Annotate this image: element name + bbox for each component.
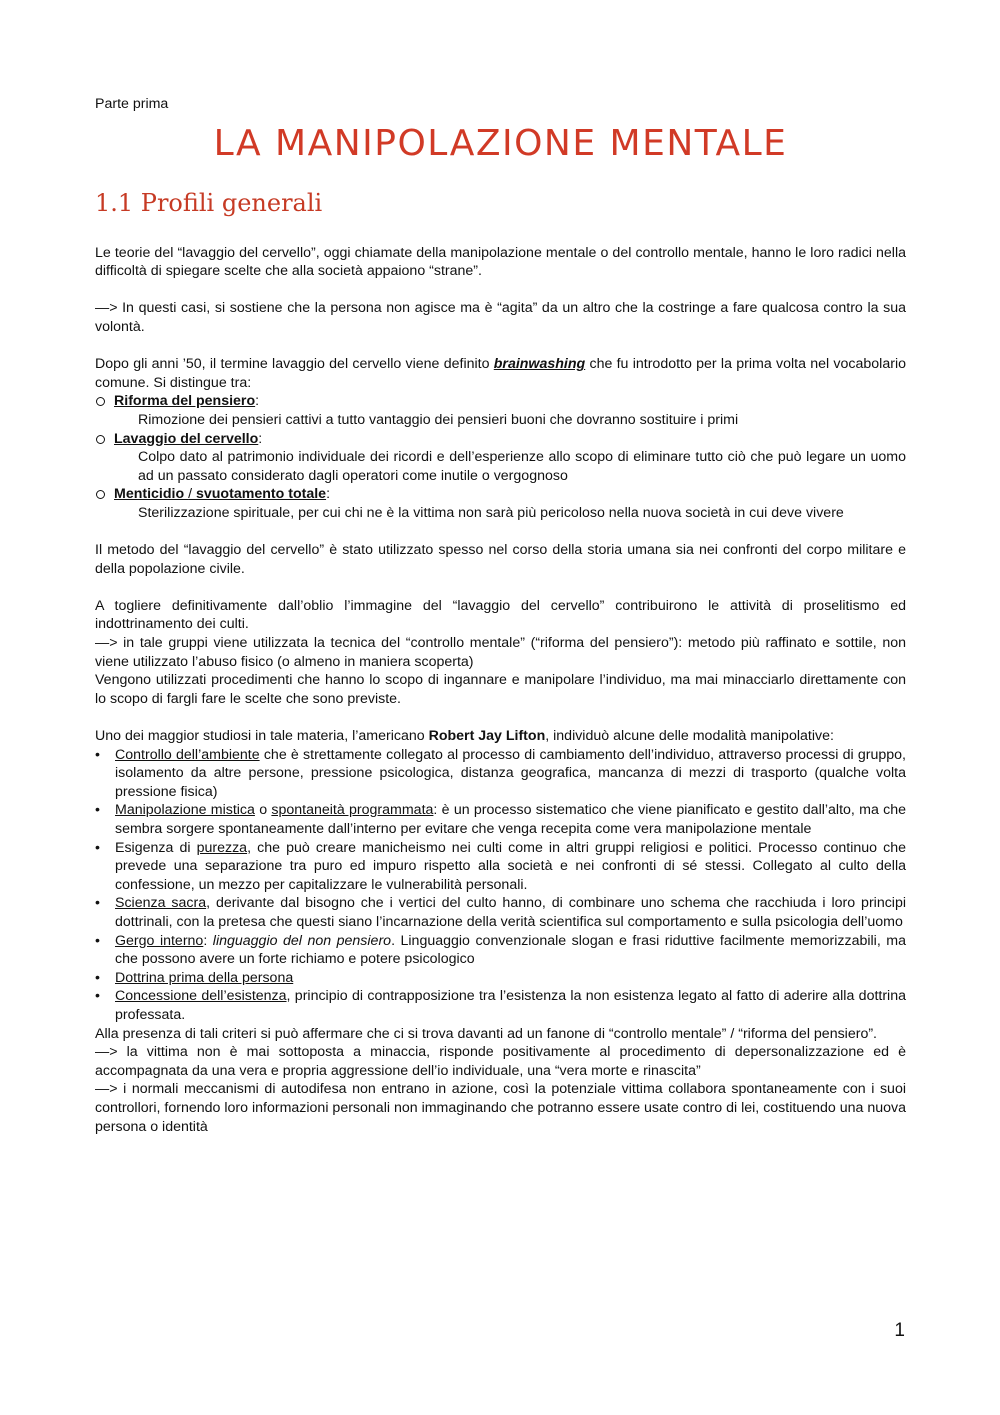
distinction-list bbox=[95, 392, 906, 522]
paragraph-brainwashing: Dopo gli anni ’50, il termine lavaggio del cervello viene definito brainwashing che fu introdotto per la prima volta nel vocabolario comune. Si distingue tra: bbox=[95, 356, 906, 391]
list-item: • Scienza sacra, derivante dal bisogno che i vertici del culto hanno, di combinare uno schema che racchiuda i loro principi dottrinali, con la pretesa che questi siano l’incarnazione della verità scientifica sul comportamento e sulla psicologia dell’uomo bbox=[95, 894, 906, 931]
lifton-name: Robert Jay Lifton bbox=[428, 728, 546, 745]
list-item: • Dottrina prima della persona bbox=[95, 969, 906, 988]
paragraph-arrow-4: —> i normali meccanismi di autodifesa non entrano in azione, così la potenziale vittima collabora spontaneamente con i suoi controllori, fornendo loro informazioni personali non immaginando che potranno essere usate contro di lei, costituendo una nuova persona o identità bbox=[95, 1081, 906, 1135]
document-page bbox=[95, 95, 906, 1136]
paragraph-lifton: Uno dei maggior studiosi in tale materia, l’americano Robert Jay Lifton, individuò alcune delle modalità manipolative: bbox=[95, 728, 834, 745]
brainwashing-term: brainwashing bbox=[493, 356, 586, 373]
list-item: • Manipolazione mistica o spontaneità programmata: è un processo sistematico che viene pianificato e gestito dall’alto, ma che sembra sorgere spontaneamente dall’interno per evitare che venga recepita come vera manipolazione mentale bbox=[95, 801, 906, 838]
section-title: 1.1 Profili generali bbox=[95, 188, 323, 217]
main-title: LA MANIPOLAZIONE MENTALE bbox=[213, 122, 788, 164]
paragraph-cults: A togliere definitivamente dall’oblio l’immagine del “lavaggio del cervello” contribuirono le attività di proselitismo ed indottrinamento dei culti. bbox=[95, 597, 906, 633]
list-item: • Controllo dell’ambiente che è strettamente collegato al processo di cambiamento dell’individuo, attraverso processi di gruppo, isolamento da altre persone, pressione psicologica, distanza geografica, mancanza di mezzi di trasporto (qualche volta pressione fisica) bbox=[95, 746, 906, 802]
lifton-criteria-list bbox=[95, 746, 906, 1025]
paragraph-arrow-2: —> in tale gruppi viene utilizzata la tecnica del “controllo mentale” (“riforma del pensiero”): metodo più raffinato e sottile, non viene utilizzato l’abuso fisico (o almeno in maniera scoperta) bbox=[95, 635, 906, 670]
page-number: 1 bbox=[894, 1320, 905, 1341]
paragraph-criteria: Alla presenza di tali criteri si può affermare che ci si trova davanti ad un fanone di “controllo mentale” / “riforma del pensiero”. bbox=[95, 1025, 878, 1042]
list-item: • Gergo interno: linguaggio del non pensiero. Linguaggio convenzionale slogan e frasi riduttive facilmente memorizzabili, ma che possono avere un forte richiamo e potere psicologico bbox=[95, 932, 906, 969]
paragraph-method: Il metodo del “lavaggio del cervello” è stato utilizzato spesso nel corso della storia umana sia nei confronti del corpo militare e della popolazione civile. bbox=[95, 542, 906, 577]
paragraph-arrow-1: —> In questi casi, si sostiene che la persona non agisce ma è “agita” da un altro che la costringe a fare qualcosa contro la sua volontà. bbox=[95, 300, 906, 335]
paragraph-arrow-3: —> la vittima non è mai sottoposta a minaccia, risponde positivamente al procedimento di depersonalizzazione ed è accompagnata da una vera e propria aggressione dell’io individuale, una “vera morte e rinascita” bbox=[95, 1044, 906, 1079]
list-item: • Concessione dell’esistenza, principio di contrapposizione tra l’esistenza la non esistenza legato al fatto di aderire alla dottrina professata. bbox=[95, 987, 906, 1024]
list-item: • Esigenza di purezza, che può creare manicheismo nei culti come in altri gruppi religiosi e politici. Processo continuo che prevede una separazione tra puro ed impuro rispetto alla società e nei confronti di sé stessi. Collegato al culto della confessione, un mezzo per capitalizzare le vulnerabilità personali. bbox=[95, 839, 906, 895]
part-label: Parte prima bbox=[95, 96, 169, 112]
list-item: Riforma del pensiero: Rimozione dei pensieri cattivi a tutto vantaggio dei pensieri buoni che dovranno sostituire i primi bbox=[95, 392, 906, 429]
list-item: Lavaggio del cervello: Colpo dato al patrimonio individuale dei ricordi e dell’esperienze allo scopo di eliminare tutto ciò che può legare un uomo ad un passato considerato dagli operatori come inutile o vergognoso bbox=[95, 430, 906, 486]
list-item: Menticidio / svuotamento totale: Sterilizzazione spirituale, per cui chi ne è la vittima non sarà più pericoloso nella nuova società in cui deve vivere bbox=[95, 485, 906, 522]
paragraph-intro: Le teorie del “lavaggio del cervello”, oggi chiamate della manipolazione mentale o del controllo mentale, hanno le loro radici nella difficoltà di spiegare scelte che alla società appaiono “strane”. bbox=[95, 244, 906, 280]
paragraph-procedures: Vengono utilizzati procedimenti che hanno lo scopo di ingannare e manipolare l’individuo, ma mai minacciarlo direttamente con lo scopo di fargli fare le scelte che sono previste. bbox=[95, 672, 906, 707]
